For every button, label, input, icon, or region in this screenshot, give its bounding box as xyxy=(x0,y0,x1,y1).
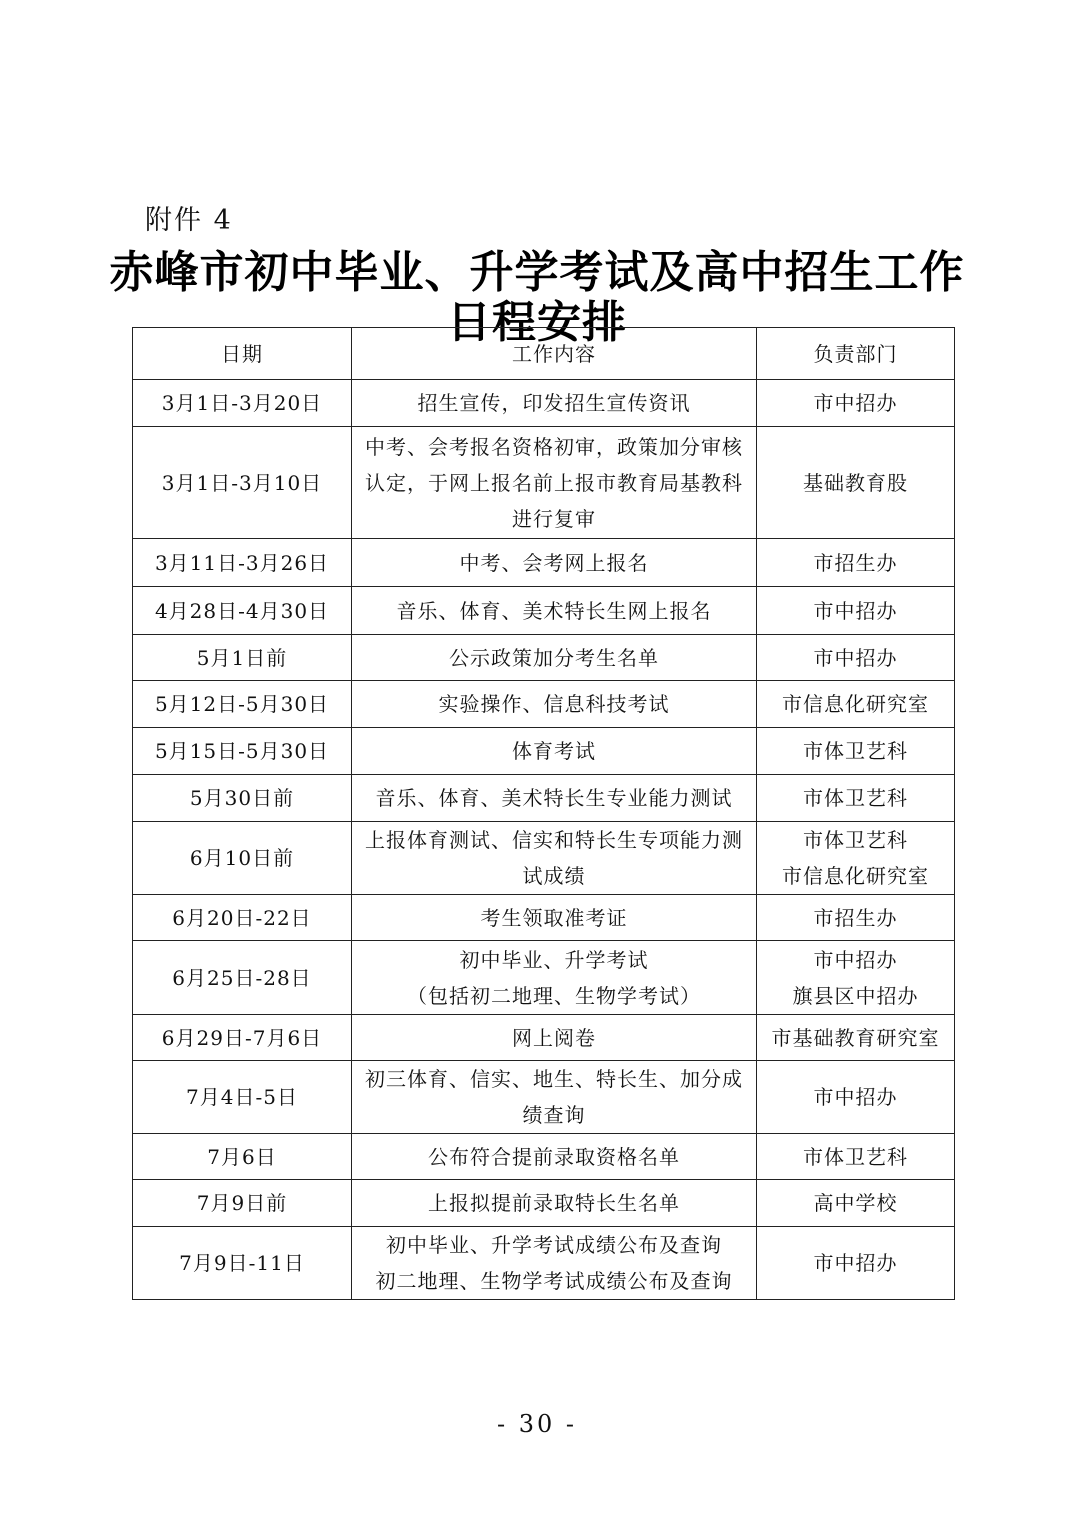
header-date: 日期 xyxy=(133,328,352,380)
cell-dept xyxy=(757,1227,955,1300)
task-line: 公示政策加分考生名单 xyxy=(449,645,659,670)
cell-date: 3月1日-3月10日 xyxy=(133,427,352,539)
header-dept: 负责部门 xyxy=(757,328,955,380)
dept-line: 市中招办 xyxy=(813,645,898,670)
table-row xyxy=(133,728,955,775)
table-row xyxy=(133,380,955,427)
schedule-body xyxy=(133,380,955,1300)
cell-task xyxy=(352,1180,757,1227)
table-row xyxy=(133,822,955,895)
task-line: 公布符合提前录取资格名单 xyxy=(428,1144,680,1169)
cell-dept xyxy=(757,587,955,635)
task-line: 实验操作、信息科技考试 xyxy=(438,692,670,716)
task-line: 上报拟提前录取特长生名单 xyxy=(428,1191,680,1215)
cell-date: 6月10日前 xyxy=(133,822,352,895)
table-row xyxy=(133,775,955,822)
cell-dept xyxy=(757,1180,955,1227)
cell-date: 7月4日-5日 xyxy=(133,1061,352,1134)
dept-line: 市信息化研究室 xyxy=(782,864,929,888)
dept-line: 基础教育股 xyxy=(803,470,908,495)
task-line: 音乐、体育、美术特长生专业能力测试 xyxy=(375,786,733,810)
dept-line: 市体卫艺科 xyxy=(803,828,908,852)
table-row xyxy=(133,427,955,539)
table-row xyxy=(133,1015,955,1061)
dept-line: 市体卫艺科 xyxy=(803,786,908,810)
table-row xyxy=(133,895,955,941)
task-line: 中考、会考网上报名 xyxy=(459,550,649,575)
cell-dept xyxy=(757,427,955,539)
table-row xyxy=(133,1180,955,1227)
task-line: 初中毕业、升学考试成绩公布及查询 xyxy=(386,1233,722,1257)
table-row xyxy=(133,587,955,635)
cell-task xyxy=(352,681,757,728)
task-line: 初中毕业、升学考试 xyxy=(459,947,649,972)
attachment-label: 附件 4 xyxy=(145,205,233,236)
cell-dept xyxy=(757,1134,955,1180)
cell-task xyxy=(352,380,757,427)
cell-task xyxy=(352,895,757,941)
table-row xyxy=(133,1134,955,1180)
cell-dept xyxy=(757,1015,955,1061)
dept-line: 高中学校 xyxy=(813,1191,898,1215)
dept-line: 市招生办 xyxy=(813,905,898,930)
task-line: 考生领取准考证 xyxy=(480,905,628,930)
task-line: 上报体育测试、信实和特长生专项能力测 xyxy=(365,828,743,852)
task-line: 认定，于网上报名前上报市教育局基教科 xyxy=(365,470,743,495)
cell-date: 7月6日 xyxy=(133,1134,352,1180)
task-line: 初三体育、信实、地生、特长生、加分成 xyxy=(365,1067,743,1091)
cell-dept xyxy=(757,775,955,822)
header-task: 工作内容 xyxy=(352,328,757,380)
cell-dept xyxy=(757,681,955,728)
dept-line: 市中招办 xyxy=(813,598,898,623)
table-row xyxy=(133,635,955,681)
cell-task xyxy=(352,728,757,775)
cell-date: 6月25日-28日 xyxy=(133,941,352,1015)
dept-line: 市体卫艺科 xyxy=(803,1144,908,1169)
task-line: 招生宣传，印发招生宣传资讯 xyxy=(417,391,691,415)
cell-dept xyxy=(757,822,955,895)
cell-task xyxy=(352,539,757,587)
cell-date: 6月20日-22日 xyxy=(133,895,352,941)
cell-date: 7月9日-11日 xyxy=(133,1227,352,1300)
cell-dept xyxy=(757,539,955,587)
table-row xyxy=(133,1227,955,1300)
table-row xyxy=(133,941,955,1015)
cell-task xyxy=(352,775,757,822)
table-header-row xyxy=(133,328,955,380)
cell-date: 5月12日-5月30日 xyxy=(133,681,352,728)
cell-date: 6月29日-7月6日 xyxy=(133,1015,352,1061)
cell-dept xyxy=(757,1061,955,1134)
task-line: 中考、会考报名资格初审，政策加分审核 xyxy=(365,434,743,459)
table-row xyxy=(133,681,955,728)
cell-task xyxy=(352,1227,757,1300)
document-title-line-1: 赤峰市初中毕业、升学考试及高中招生工作 xyxy=(109,247,965,298)
dept-line: 市中招办 xyxy=(813,1251,898,1275)
task-line: 进行复审 xyxy=(512,506,596,531)
document-title-line-2: 日程安排 xyxy=(447,297,627,348)
dept-line: 市信息化研究室 xyxy=(782,692,929,716)
page-number: - 30 - xyxy=(496,1410,577,1438)
dept-line: 市招生办 xyxy=(813,550,898,575)
task-line: 音乐、体育、美术特长生网上报名 xyxy=(396,598,712,623)
cell-task xyxy=(352,822,757,895)
cell-date: 4月28日-4月30日 xyxy=(133,587,352,635)
schedule-table xyxy=(132,327,955,1300)
cell-date: 3月1日-3月20日 xyxy=(133,380,352,427)
dept-line: 市中招办 xyxy=(813,391,898,415)
cell-task xyxy=(352,587,757,635)
cell-task xyxy=(352,635,757,681)
task-line: 初二地理、生物学考试成绩公布及查询 xyxy=(375,1269,733,1293)
cell-task xyxy=(352,427,757,539)
cell-task xyxy=(352,1015,757,1061)
cell-task xyxy=(352,1134,757,1180)
cell-dept xyxy=(757,380,955,427)
dept-line: 市中招办 xyxy=(813,1085,898,1109)
task-line: 试成绩 xyxy=(522,864,586,888)
task-line: 绩查询 xyxy=(522,1103,586,1127)
dept-line: 旗县区中招办 xyxy=(792,983,919,1008)
dept-line: 市体卫艺科 xyxy=(803,739,908,763)
task-line: 体育考试 xyxy=(512,739,596,763)
cell-task xyxy=(352,941,757,1015)
task-line: （包括初二地理、生物学考试） xyxy=(407,983,701,1008)
cell-date: 5月1日前 xyxy=(133,635,352,681)
dept-line: 市中招办 xyxy=(813,947,898,972)
dept-line: 市基础教育研究室 xyxy=(771,1025,940,1050)
task-line: 网上阅卷 xyxy=(512,1025,596,1050)
cell-date: 3月11日-3月26日 xyxy=(133,539,352,587)
cell-dept xyxy=(757,635,955,681)
table-row xyxy=(133,1061,955,1134)
cell-task xyxy=(352,1061,757,1134)
cell-date: 7月9日前 xyxy=(133,1180,352,1227)
cell-date: 5月15日-5月30日 xyxy=(133,728,352,775)
cell-dept xyxy=(757,895,955,941)
table-row xyxy=(133,539,955,587)
cell-dept xyxy=(757,941,955,1015)
cell-dept xyxy=(757,728,955,775)
cell-date: 5月30日前 xyxy=(133,775,352,822)
